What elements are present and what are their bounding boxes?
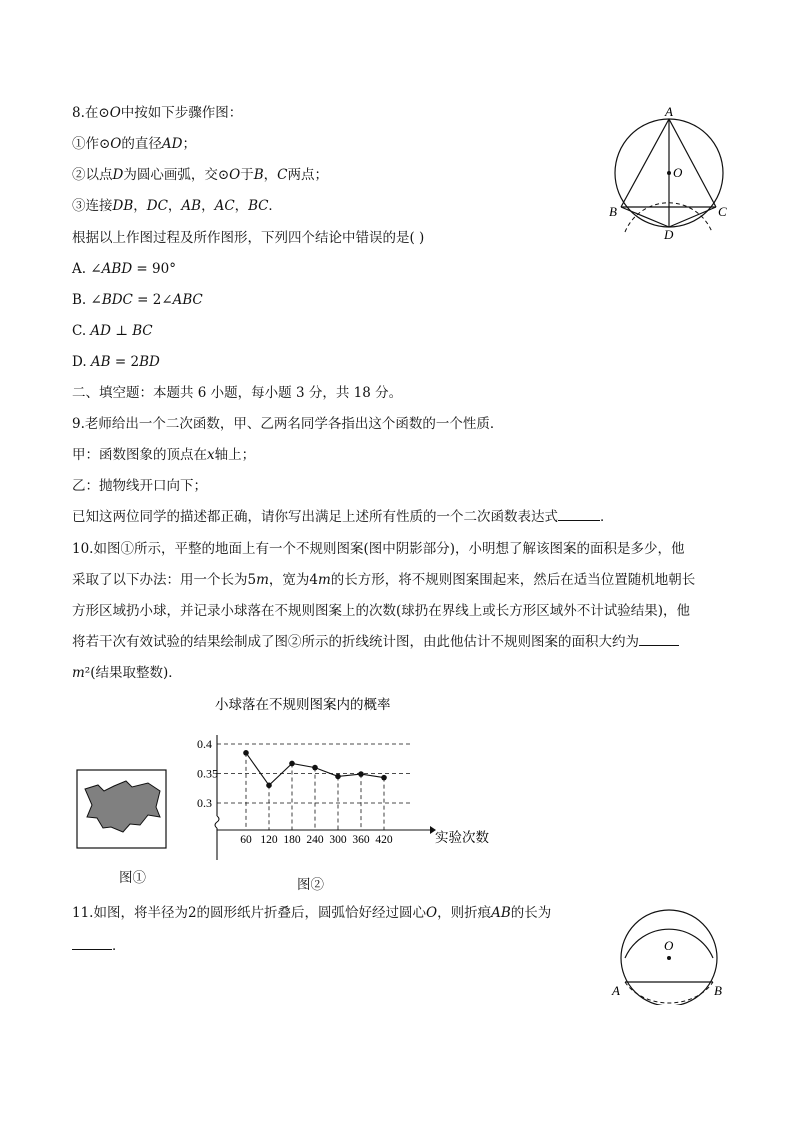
q10-line4-text: 将若干次有效试验的结果绘制成了图②所示的折线统计图，由此他估计不规则图案的面积大约为 bbox=[72, 634, 639, 650]
q8-option-a: A. ∠𝐴𝐵𝐷 = 90° bbox=[72, 261, 176, 277]
q8-label-c: C bbox=[718, 204, 727, 219]
fig2-caption: 图② bbox=[297, 877, 324, 893]
chart-grid bbox=[217, 744, 413, 830]
q9-question-text: 已知这两位同学的描述都正确，请你写出满足上述所有性质的一个二次函数表达式 bbox=[72, 509, 558, 525]
q11-answer-line bbox=[72, 936, 126, 956]
q9-answer-blank[interactable] bbox=[558, 508, 600, 521]
x-tick-label: 360 bbox=[352, 834, 370, 846]
x-tick-label: 180 bbox=[283, 834, 301, 846]
q8-label-o: O bbox=[673, 165, 683, 180]
y-tick-label: 0.35 bbox=[197, 766, 218, 781]
data-point bbox=[358, 771, 364, 777]
data-point bbox=[289, 761, 295, 767]
x-tick-label: 60 bbox=[240, 834, 252, 846]
q10-answer-blank[interactable] bbox=[639, 633, 679, 646]
x-tick-label: 240 bbox=[306, 834, 324, 846]
q8-label-d: D bbox=[664, 227, 674, 242]
q11-label-a: A bbox=[612, 983, 620, 998]
irregular-shape bbox=[85, 781, 160, 832]
q8-step2: ②以点𝐷为圆心画弧，交⊙𝑂于𝐵，𝐶两点； bbox=[72, 167, 328, 183]
chart-title: 小球落在不规则图案内的概率 bbox=[215, 697, 391, 712]
section-heading: 二、填空题：本题共 6 小题，每小题 3 分，共 18 分。 bbox=[72, 385, 403, 401]
x-tick-label: 300 bbox=[329, 834, 347, 846]
q8-option-d: D. 𝐴𝐵 = 2𝐵𝐷 bbox=[72, 354, 160, 370]
q10-line4 bbox=[72, 632, 679, 652]
q8-stem: 8.在⊙𝑂中按如下步骤作图： bbox=[72, 105, 243, 121]
q11-label-o: O bbox=[664, 938, 674, 953]
data-point bbox=[266, 783, 272, 789]
y-axis-break bbox=[215, 816, 219, 828]
data-point bbox=[381, 775, 387, 781]
q8-option-b: B. ∠𝐵𝐷𝐶 = 2∠𝐴𝐵𝐶 bbox=[72, 292, 203, 308]
q10-line5: 𝑚²(结果取整数)． bbox=[72, 665, 182, 681]
q11-label-b: B bbox=[714, 983, 722, 998]
y-tick-label: 0.3 bbox=[197, 796, 212, 810]
q8-label-a: A bbox=[665, 104, 673, 119]
q10-line1: 10.如图①所示，平整的地面上有一个不规则图案(图中阴影部分)，小明想了解该图案的面积是多少，他 bbox=[72, 541, 685, 557]
q9-question-end: ． bbox=[600, 509, 614, 525]
q8-step3: ③连接𝐷𝐵，𝐷𝐶，𝐴𝐵，𝐴𝐶，𝐵𝐶． bbox=[72, 198, 282, 214]
data-point bbox=[243, 750, 249, 756]
data-point bbox=[335, 774, 341, 780]
q9-question bbox=[72, 507, 614, 527]
q10-line3: 方形区域扔小球，并记录小球落在不规则图案上的次数(球扔在界线上或长方形区域外不计试验结果)，他 bbox=[72, 603, 691, 619]
x-tick-label: 420 bbox=[375, 834, 393, 846]
q9-stem: 9.老师给出一个二次函数，甲、乙两名同学各指出这个函数的一个性质． bbox=[72, 416, 504, 432]
y-tick-label: 0.4 bbox=[197, 737, 212, 751]
q9-jia: 甲：函数图象的顶点在𝑥轴上； bbox=[72, 447, 256, 463]
fig1-caption: 图① bbox=[119, 870, 146, 886]
q11-circle-figure bbox=[605, 900, 735, 1005]
x-tick-label: 120 bbox=[260, 834, 278, 846]
q8-label-b: B bbox=[609, 204, 617, 219]
q8-circle-figure bbox=[605, 100, 735, 245]
q9-yi: 乙：抛物线开口向下； bbox=[72, 478, 207, 494]
q11-answer-blank[interactable] bbox=[72, 937, 112, 950]
q10-line-chart bbox=[195, 690, 505, 860]
q10-figure1 bbox=[76, 769, 168, 851]
q8-step1: ①作⊙𝑂的直径𝐴𝐷； bbox=[72, 136, 196, 152]
q10-line2: 采取了以下办法：用一个长为5𝑚，宽为4𝑚的长方形，将不规则图案围起来，然后在适当位置随机地朝长 bbox=[72, 572, 696, 588]
q11-stem: 11.如图，将半径为2的圆形纸片折叠后，圆弧恰好经过圆心𝑂，则折痕𝐴𝐵的长为 bbox=[72, 905, 552, 921]
data-point bbox=[312, 765, 318, 771]
chart-x-axis-label: 实验次数 bbox=[435, 830, 489, 845]
q8-question: 根据以上作图过程及所作图形，下列四个结论中错误的是( ) bbox=[72, 230, 425, 246]
q11-end: ． bbox=[112, 938, 126, 954]
q8-option-c: C. 𝐴𝐷 ⊥ 𝐵𝐶 bbox=[72, 323, 153, 339]
